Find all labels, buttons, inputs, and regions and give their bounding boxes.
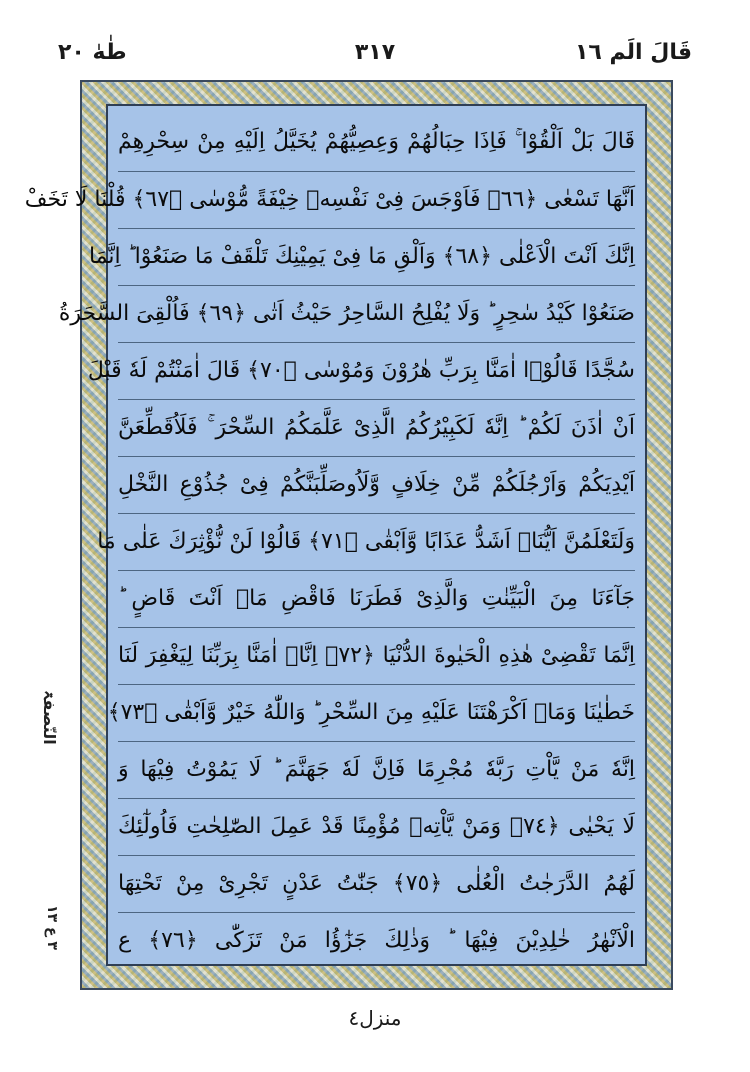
page-number: ٣١٧ xyxy=(354,40,396,65)
verse-line: اَنْ اٰذَنَ لَكُمْ ؕ اِنَّهٗ لَكَبِيْرُكُمُ الَّذِیْ عَلَّمَكُمُ السِّحْرَ ۚ فَلَاُقَطِّعَنَّ xyxy=(118,415,635,440)
verse-line: اِنَّكَ اَنْتَ الْاَعْلٰى ﴿٦٨﴾ وَاَلْقِ مَا فِیْ يَمِيْنِكَ تَلْقَفْ مَا صَنَعُوْا ؕ اِنَّمَا xyxy=(88,244,635,269)
verse-line: جَآءَنَا مِنَ الْبَيِّنٰتِ وَالَّذِیْ فَطَرَنَا فَاقْضِ مَاۤ اَنْتَ قَاضٍ ؕ xyxy=(118,586,635,611)
margin-ruku-marker: ٣ ع ١٣ xyxy=(44,905,60,950)
verse-line: اَنَّهَا تَسْعٰى ﴿٦٦﴾ فَاَوْجَسَ فِیْ نَفْسِهٖ خِيْفَةً مُّوْسٰى ﴿٦٧﴾ قُلْنَا لَا تَخَفْ xyxy=(24,187,635,212)
verse-line: اَيْدِيَكُمْ وَاَرْجُلَكُمْ مِّنْ خِلَافٍ وَّلَاُوصَلِّبَنَّكُمْ فِیْ جُذُوْعِ النَّخْلِ xyxy=(118,472,635,497)
verse-line: اِنَّمَا تَقْضِیْ هٰذِهِ الْحَيٰوةَ الدُّنْيَا ﴿٧٢﴾ اِنَّاۤ اٰمَنَّا بِرَبِّنَا لِيَغْفِرَ لَنَا xyxy=(118,643,636,668)
verse-line: اِنَّهٗ مَنْ يَّاْتِ رَبَّهٗ مُجْرِمًا فَاِنَّ لَهٗ جَهَنَّمَ ؕ لَا يَمُوْتُ فِيْهَا وَ xyxy=(118,757,635,782)
verse-line: وَلَتَعْلَمُنَّ اَيُّنَاۤ اَشَدُّ عَذَابًا وَّاَبْقٰى ﴿٧١﴾ قَالُوْا لَنْ نُّؤْثِرَكَ عَلٰى مَا xyxy=(97,529,635,554)
verse-line: صَنَعُوْا كَيْدُ سٰحِرٍ ؕ وَلَا يُفْلِحُ السَّاحِرُ حَيْثُ اَتٰى ﴿٦٩﴾ فَاُلْقِیَ السَّحَرَةُ xyxy=(58,301,635,326)
verse-line: لَهُمُ الدَّرَجٰتُ الْعُلٰى ﴿٧٥﴾ جَنّٰتُ عَدْنٍ تَجْرِیْ مِنْ تَحْتِهَا xyxy=(118,871,635,896)
verse-line: قَالَ بَلْ اَلْقُوْا ۚ فَاِذَا حِبَالُهُمْ وَعِصِيُّهُمْ يُخَيَّلُ اِلَيْهِ مِنْ سِحْرِهِمْ xyxy=(118,129,635,154)
margin-section-marker: النّصفۃ xyxy=(40,690,59,745)
para-name-header: قَالَ الَم ١٦ xyxy=(575,40,692,65)
manzil-footer: منزل٤ xyxy=(348,1006,402,1030)
verse-line: لَا يَحْيٰى ﴿٧٤﴾ وَمَنْ يَّاْتِهٖ مُؤْمِنًا قَدْ عَمِلَ الصّٰلِحٰتِ فَاُولٰٓئِكَ xyxy=(118,814,635,839)
surah-name-header: طٰهٰ ٢٠ xyxy=(58,40,127,65)
verse-line: سُجَّدًا قَالُوْۤا اٰمَنَّا بِرَبِّ هٰرُوْنَ وَمُوْسٰى ﴿٧٠﴾ قَالَ اٰمَنْتُمْ لَهٗ قَبْلَ xyxy=(87,358,635,383)
verse-line: خَطٰيٰنَا وَمَاۤ اَكْرَهْتَنَا عَلَيْهِ مِنَ السِّحْرِ ؕ وَاللّٰهُ خَيْرٌ وَّاَبْقٰى ﴿٧٣﴾ xyxy=(107,700,635,725)
verse-line: الْاَنْهٰرُ خٰلِدِيْنَ فِيْهَا ؕ وَذٰلِكَ جَزٰٓؤُا مَنْ تَزَكّٰى ﴿٧٦﴾ ع xyxy=(118,928,635,953)
